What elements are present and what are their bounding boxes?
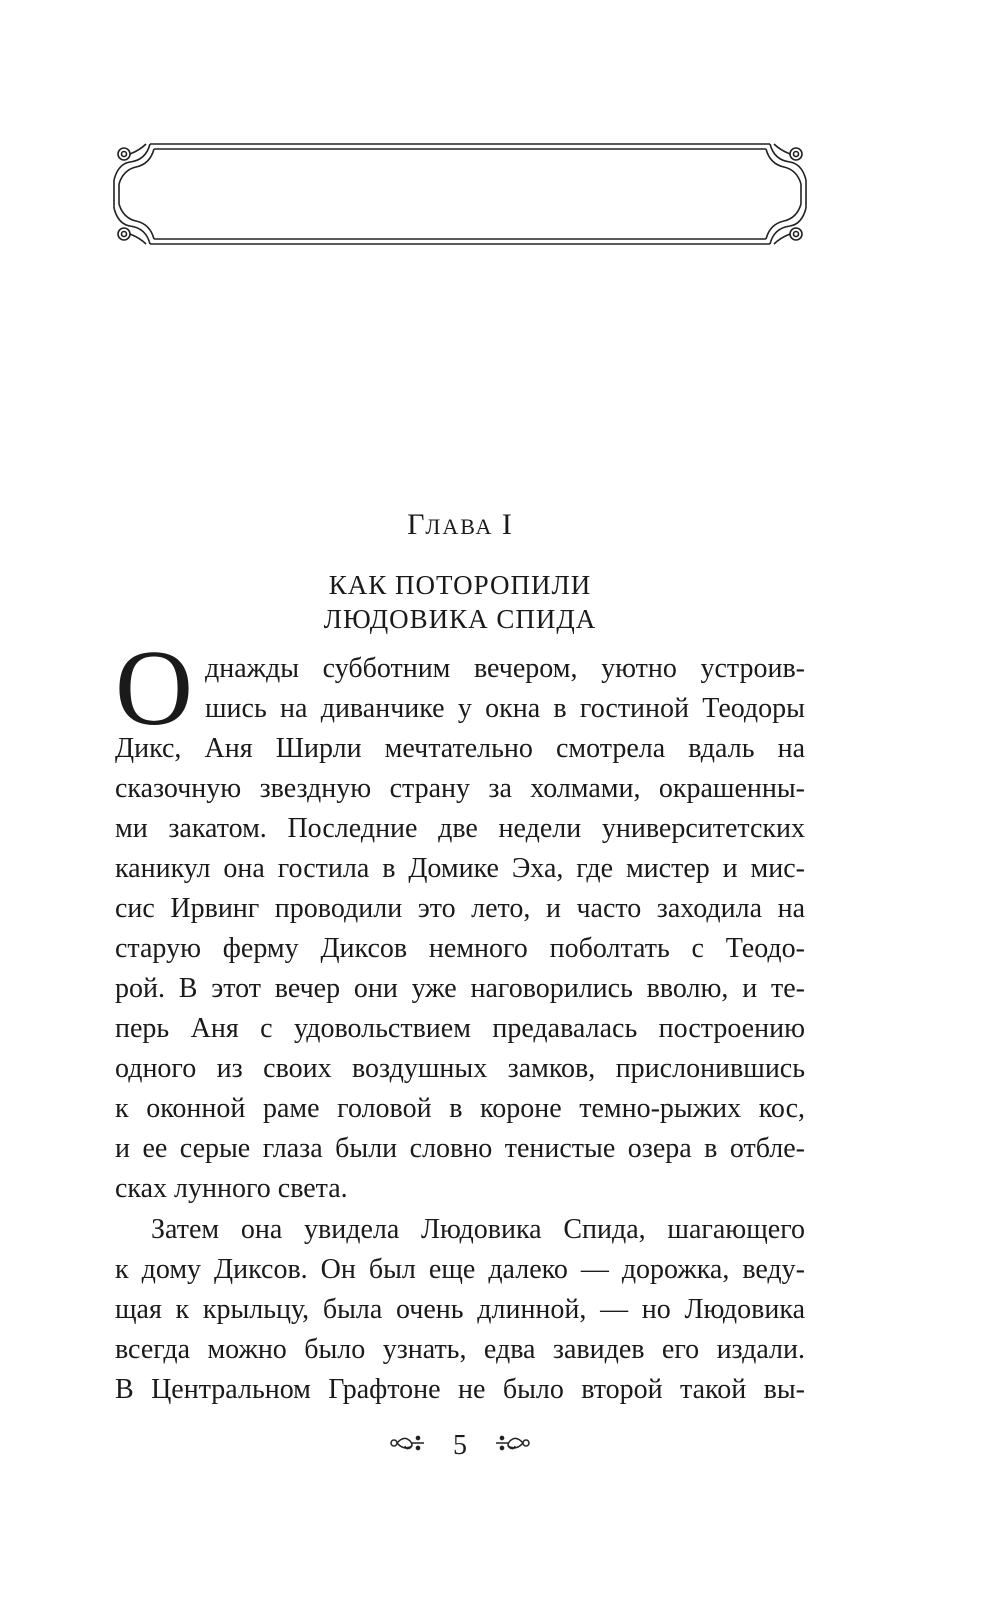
body-text (115, 629, 805, 1410)
text-line: В Центральном Графтоне не было второй такой вы- (115, 1374, 805, 1405)
text-line: одного из своих воздушных замков, прислонившись (115, 1053, 805, 1084)
paragraph-2 (115, 1210, 805, 1410)
text-line: ми закатом. Последние две недели университетских (115, 813, 805, 844)
drop-cap: О (115, 629, 193, 748)
text-line: днажды субботним вечером, уютно устроив- (205, 653, 805, 684)
text-line: Затем она увидела Людовика Спида, шагающего (151, 1214, 805, 1245)
chapter-numeral: I (501, 508, 513, 541)
text-line: щая к крыльцу, была очень длинной, — но Людовика (115, 1294, 805, 1325)
chapter-title (0, 568, 920, 636)
text-line: рой. В этот вечер они уже наговорились вволю, и те- (115, 973, 805, 1004)
text-line: каникул она гостила в Домике Эха, где мистер и мис- (115, 853, 805, 884)
chapter-label-initial: Г (407, 508, 426, 541)
text-line: Дикс, Аня Ширли мечтательно смотрела вдаль на (115, 733, 805, 764)
text-line: шись на диванчике у окна в гостиной Теодоры (205, 693, 805, 724)
chapter-label (0, 508, 920, 542)
chapter-title-line-1: КАК ПОТОРОПИЛИ (328, 570, 592, 600)
page-number: 5 (453, 1429, 467, 1461)
paragraph-1 (115, 629, 805, 1209)
chapter-title-line-2: ЛЮДОВИКА СПИДА (323, 604, 597, 634)
text-line: сис Ирвинг проводили это лето, и часто заходила на (115, 893, 805, 924)
ornamental-frame-icon (110, 140, 810, 248)
left-ornament-icon (386, 1430, 426, 1462)
text-line: и ее серые глаза были словно тенистые озера в отбле- (115, 1133, 805, 1164)
chapter-label-rest: ЛАВА (425, 514, 494, 539)
page-footer (0, 1428, 920, 1462)
text-line: сках лунного света. (115, 1173, 348, 1204)
ornamental-frame (110, 140, 810, 248)
text-line: к оконной раме головой в короне темно-рыжих кос, (115, 1093, 805, 1124)
right-ornament-icon (494, 1430, 534, 1462)
text-line: сказочную звездную страну за холмами, окрашенны- (115, 773, 805, 804)
text-line: всегда можно было узнать, едва завидев его издали. (115, 1334, 805, 1365)
text-line: к дому Диксов. Он был еще далеко — дорожка, веду- (115, 1254, 805, 1285)
text-line: перь Аня с удовольствием предавалась построению (115, 1013, 805, 1044)
text-line: старую ферму Диксов немного поболтать с Теодо- (115, 933, 805, 964)
